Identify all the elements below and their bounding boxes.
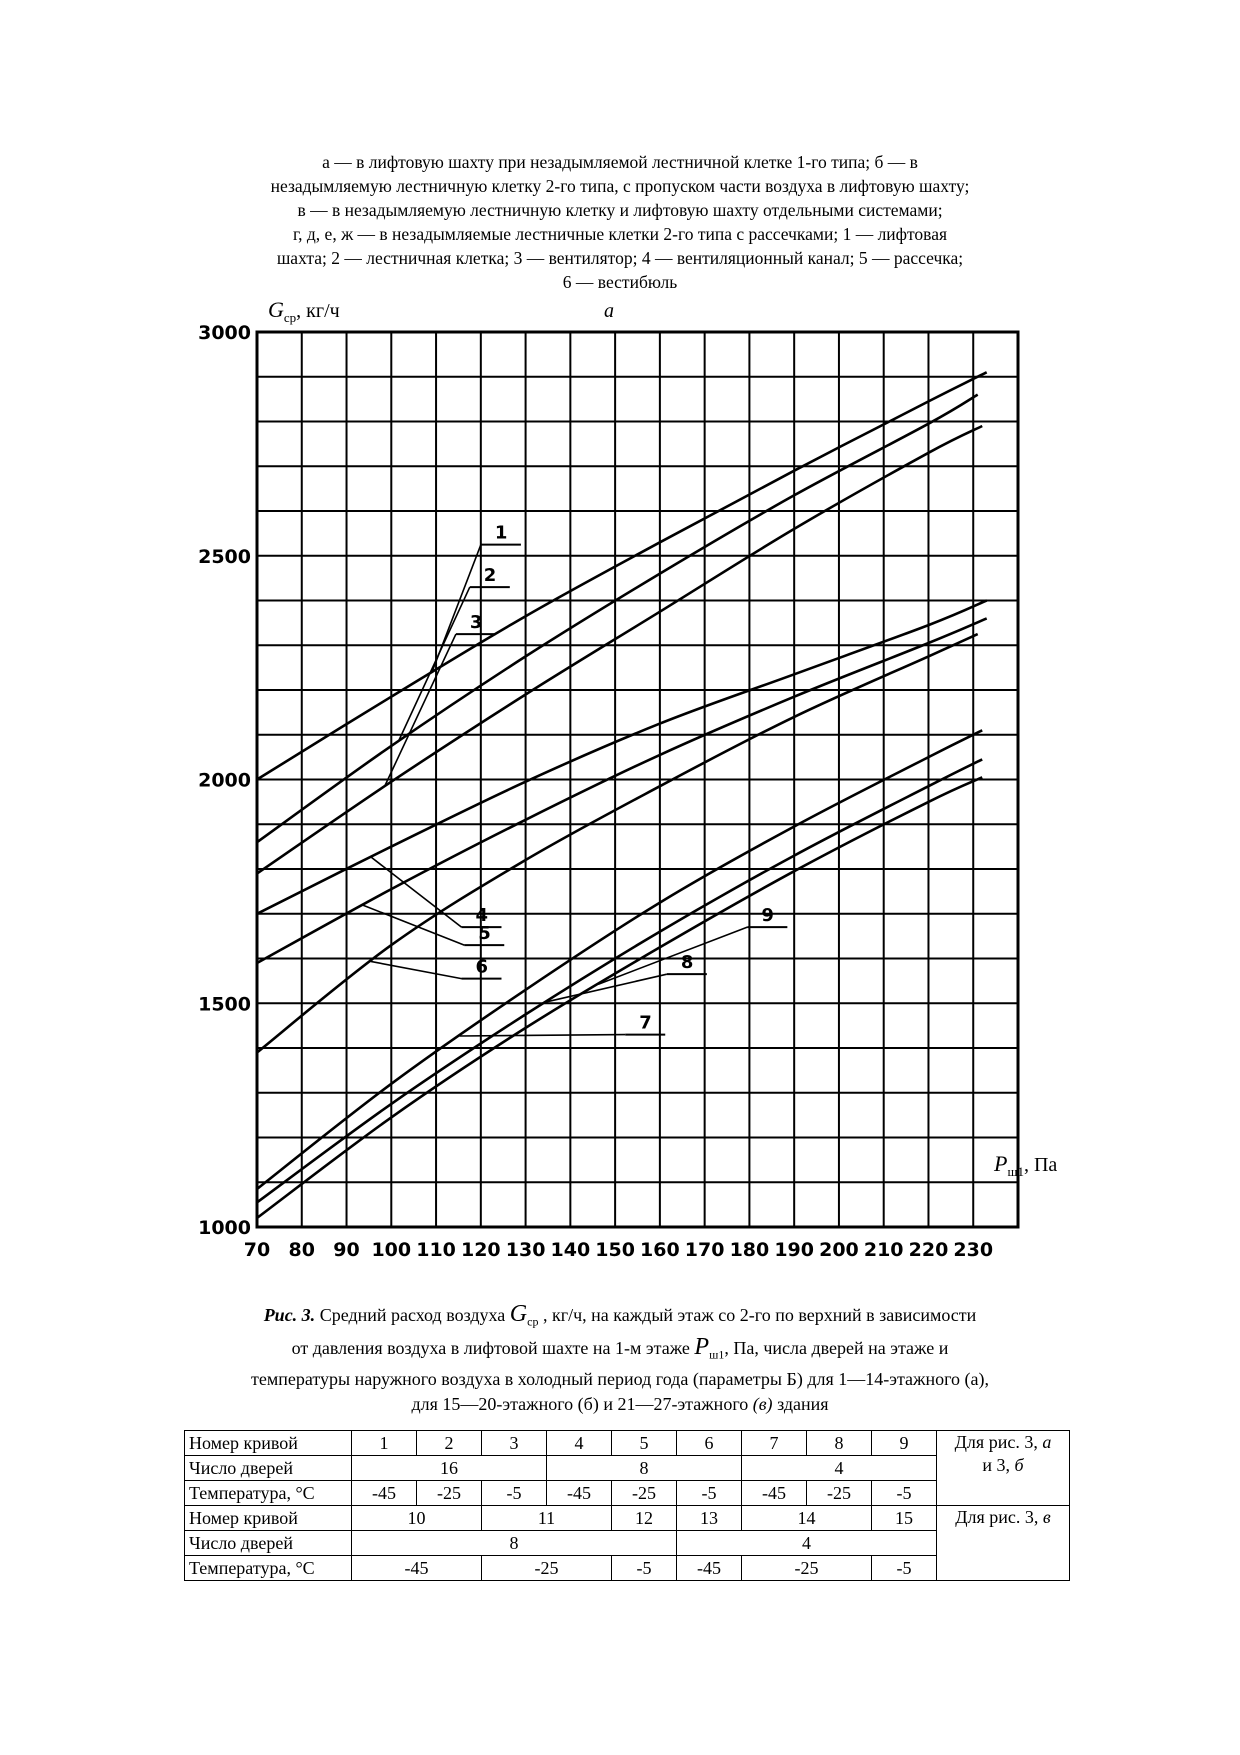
x-tick-label: 140 — [550, 1239, 591, 1261]
curve-label-4: 4 — [475, 905, 489, 927]
table-cell: -25 — [612, 1481, 677, 1506]
row-header: Число дверей — [185, 1456, 352, 1481]
figure-caption-line-4 — [180, 1392, 1060, 1417]
table-cell: -25 — [742, 1556, 872, 1581]
table-cell: 2 — [417, 1431, 482, 1456]
table-row — [185, 1431, 1070, 1456]
caption-line: шахта; 2 — лестничная клетка; 3 — вентилятор; 4 — вентиляционный канал; 5 — рассечка; — [276, 248, 964, 268]
caption-line: а — в лифтовую шахту при незадымляемой лестничной клетке 1-го типа; б — в — [322, 152, 918, 172]
x-tick-label: 80 — [288, 1239, 315, 1261]
caption-text: , кг/ч, на каждый этаж со 2-го по верхний в зависимости — [538, 1305, 977, 1325]
table-row — [185, 1506, 1070, 1531]
figure-caption-line-1 — [180, 1302, 1060, 1335]
table-cell: 4 — [742, 1456, 937, 1481]
table-cell: -25 — [482, 1556, 612, 1581]
x-tick-label: 130 — [505, 1239, 546, 1261]
table-cell: 8 — [807, 1431, 872, 1456]
curve-1 — [257, 372, 987, 779]
x-tick-label: 220 — [908, 1239, 949, 1261]
side-italic: в — [1042, 1507, 1051, 1527]
table-cell: 3 — [482, 1431, 547, 1456]
curve-label-7: 7 — [639, 1012, 652, 1034]
figure-caption — [180, 1302, 1060, 1417]
table-cell: 4 — [547, 1431, 612, 1456]
table-cell: -5 — [482, 1481, 547, 1506]
curve-label-3: 3 — [469, 612, 483, 634]
side-italic: а — [1042, 1432, 1052, 1452]
x-tick-label: 150 — [595, 1239, 635, 1261]
caption-text: здания — [772, 1394, 829, 1415]
curve-leader-line — [371, 961, 462, 978]
curve-leader-line — [362, 905, 464, 945]
curve-label-6: 6 — [475, 956, 489, 978]
symbol-g-sub: ср — [527, 1314, 539, 1329]
x-tick-label: 110 — [416, 1239, 456, 1261]
table-cell: 9 — [872, 1431, 937, 1456]
row-header: Число дверей — [185, 1531, 352, 1556]
table-cell: 11 — [482, 1506, 612, 1531]
x-tick-label: 200 — [819, 1239, 859, 1261]
table-cell: 10 — [352, 1506, 482, 1531]
figure-caption-line-2 — [180, 1335, 1060, 1368]
table-cell: -5 — [872, 1556, 937, 1581]
table-cell: 5 — [612, 1431, 677, 1456]
symbol-g: G — [509, 1301, 528, 1327]
chart-svg — [0, 290, 1240, 1280]
table-cell: 14 — [742, 1506, 872, 1531]
curve-6 — [257, 634, 978, 1052]
table-cell: 16 — [352, 1456, 547, 1481]
table-cell: -45 — [352, 1481, 417, 1506]
row-header: Номер кривой — [185, 1431, 352, 1456]
table-cell: 15 — [872, 1506, 937, 1531]
table-cell: 4 — [677, 1531, 937, 1556]
x-axis-label: $P_{ш1}$, Па — [994, 1151, 1058, 1179]
y-tick-label: 1500 — [198, 993, 251, 1016]
side-note-ab — [937, 1431, 1070, 1506]
table-cell: -25 — [807, 1481, 872, 1506]
curve-label-2: 2 — [483, 565, 497, 587]
x-tick-label: 100 — [371, 1239, 412, 1261]
table-cell: -25 — [417, 1481, 482, 1506]
x-tick-label: 70 — [243, 1239, 271, 1261]
x-tick-label: 120 — [460, 1239, 501, 1261]
x-tick-label: 170 — [684, 1239, 725, 1261]
chart-title: а — [604, 300, 614, 322]
caption-text: , Па, числа дверей на этаже и — [724, 1337, 949, 1358]
symbol-p: P — [694, 1333, 710, 1360]
x-tick-label: 90 — [333, 1239, 360, 1261]
row-header: Номер кривой — [185, 1506, 352, 1531]
caption-italic: (в) — [752, 1394, 773, 1415]
side-text: Для рис. 3, — [955, 1507, 1043, 1527]
table-cell: 6 — [677, 1431, 742, 1456]
side-text: Для рис. 3, — [954, 1432, 1043, 1452]
caption-line: незадымляемую лестничную клетку 2-го типа, с пропуском части воздуха в лифтовую шахту; — [270, 176, 970, 196]
table-cell: -5 — [872, 1481, 937, 1506]
chart — [0, 290, 1240, 1280]
chart-curves — [257, 372, 987, 1218]
curve-4 — [257, 601, 987, 914]
legend-table — [184, 1430, 1070, 1581]
y-tick-label: 2500 — [198, 545, 251, 568]
caption-line: в — в незадымляемую лестничную клетку и лифтовую шахту отдельными системами; — [297, 200, 943, 220]
caption-line: 6 — вестибюль — [562, 272, 678, 292]
symbol-p-sub: ш1 — [709, 1347, 725, 1362]
table-cell: -45 — [677, 1556, 742, 1581]
table-cell: -45 — [547, 1481, 612, 1506]
figure-label: Рис. 3. — [263, 1305, 316, 1325]
curve-leader-line — [460, 1035, 626, 1036]
table-cell: -45 — [742, 1481, 807, 1506]
x-tick-label: 180 — [729, 1239, 770, 1261]
x-tick-label: 230 — [953, 1239, 994, 1261]
table-cell: -45 — [352, 1556, 482, 1581]
curve-5 — [257, 618, 987, 963]
figure-caption-line-3: температуры наружного воздуха в холодный период года (параметры Б) для 1—14-этажного (а), — [250, 1369, 990, 1390]
curve-label-9: 9 — [761, 905, 774, 927]
table-cell: 13 — [677, 1506, 742, 1531]
table-cell: 12 — [612, 1506, 677, 1531]
y-tick-label: 2000 — [198, 769, 251, 792]
row-header: Температура, °С — [185, 1556, 352, 1581]
y-axis-label: $G_{ср}$, кг/ч — [268, 297, 340, 325]
table-cell: -5 — [612, 1556, 677, 1581]
caption-text: для 15—20-этажного (б) и 21—27-этажного — [411, 1394, 753, 1415]
y-tick-label: 3000 — [198, 322, 251, 344]
side-note-v — [937, 1506, 1070, 1581]
caption-text: Средний расход воздуха — [315, 1305, 510, 1325]
x-tick-label: 160 — [640, 1239, 680, 1261]
table-cell: 1 — [352, 1431, 417, 1456]
curve-label-1: 1 — [494, 522, 508, 544]
table-cell: 7 — [742, 1431, 807, 1456]
side-text: и 3, — [982, 1455, 1015, 1475]
curve-9 — [257, 777, 982, 1218]
x-tick-label: 210 — [863, 1239, 904, 1261]
row-header: Температура, °С — [185, 1481, 352, 1506]
x-tick-label: 190 — [774, 1239, 815, 1261]
chart-ticks — [198, 322, 993, 1261]
side-italic: б — [1014, 1455, 1024, 1475]
table-cell: -5 — [677, 1481, 742, 1506]
curve-label-5: 5 — [478, 923, 491, 945]
table-cell: 8 — [352, 1531, 677, 1556]
table-cell: 8 — [547, 1456, 742, 1481]
top-caption — [200, 150, 1040, 294]
y-tick-label: 1000 — [198, 1217, 251, 1239]
curve-label-8: 8 — [680, 952, 694, 974]
caption-line: г, д, е, ж — в незадымляемые лестничные клетки 2-го типа с рассечками; 1 — лифтовая — [292, 224, 948, 244]
caption-text: от давления воздуха в лифтовой шахте на 1-м этаже — [291, 1337, 695, 1358]
